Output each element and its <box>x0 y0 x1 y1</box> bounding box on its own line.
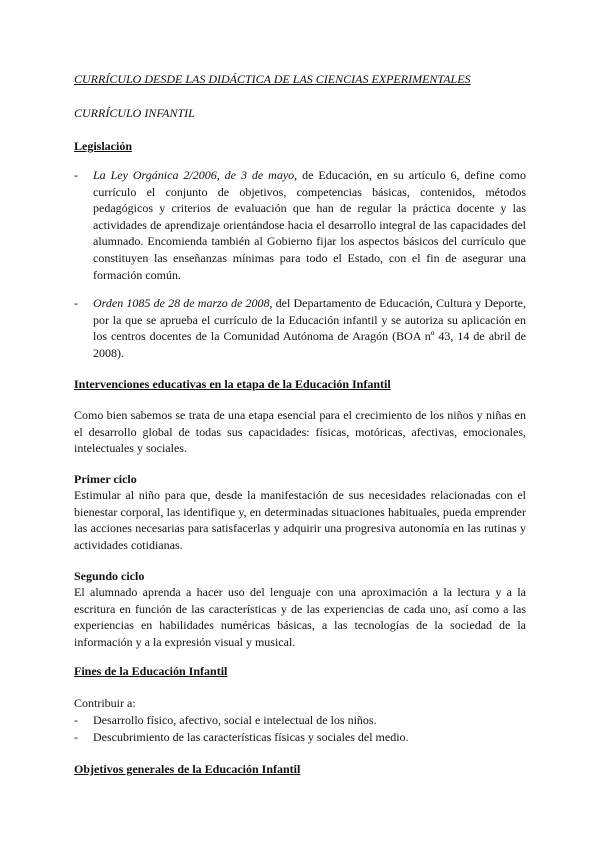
list-item-text: Desarrollo físico, afectivo, social e intelectual de los niños. <box>93 713 377 727</box>
segundo-ciclo-text: El alumnado aprenda a hacer uso del lenguaje con una aproximación a la lectura y a la escritura en función de las características y de las experiencias de cada uno, así como a las experiencias en habilidades numéricas básicas, a las tecnologías de la sociedad de la información y a la expresión visual y musical. <box>74 585 526 649</box>
subheading-primer-ciclo: Primer ciclo <box>74 472 137 486</box>
list-item-fines <box>74 712 526 729</box>
document-title: CURRÍCULO DESDE LAS DIDÁCTICA DE LAS CIENCIAS EXPERIMENTALES <box>74 72 471 86</box>
document-subtitle: CURRÍCULO INFANTIL <box>74 106 195 120</box>
intervenciones-intro: Como bien sabemos se trata de una etapa esencial para el crecimiento de los niños y niñas en el desarrollo global de todas sus capacidades: físicas, motóricas, afectivas, emocionales, intelectuales y sociales. <box>74 408 526 456</box>
section-heading-legislacion: Legislación <box>74 139 133 153</box>
section-heading-intervenciones: Intervenciones educativas en la etapa de la Educación Infantil <box>74 377 391 391</box>
list-item-orden <box>74 295 526 361</box>
list-item-text: , de Educación, en su artículo 6, define como currículo el conjunto de objetivos, competencias básicas, contenidos, métodos pedagógicos y criterios de evaluación que han de regular la práctica docente y las actividades de aprendizaje orientándose hacia el desarrollo integral de las capacidades del alumnado. Encomienda también al Gobierno fijar los aspectos básicos del currículo que constituyen las enseñanzas mínimas para todo el Estado, con el fin de asegurar una formación común. <box>93 168 527 282</box>
section-heading-objetivos: Objetivos generales de la Educación Infantil <box>74 762 301 776</box>
list-bullet: - <box>74 296 78 310</box>
list-item-text: , del Departamento de Educación, Cultura y Deporte, por la que se aprueba el currículo de la Educación infantil y se autoriza su aplicación en los centros docentes de la Comunidad Autónoma de Aragón (BOA nº 43, 14 de abril de 2008). <box>93 296 526 360</box>
list-bullet: - <box>74 730 78 744</box>
primer-ciclo-text: Estimular al niño para que, desde la manifestación de sus necesidades relacionadas con el bienestar corporal, las identifique y, en determinadas situaciones habituales, pueda emprender las acciones necesarias para satisfacerlas y adquirir una progresiva autonomía en las rutinas y actividades cotidianas. <box>74 488 526 552</box>
list-bullet: - <box>74 168 78 182</box>
subheading-segundo-ciclo: Segundo ciclo <box>74 569 145 583</box>
list-item-fines <box>74 729 526 746</box>
law-reference: Orden 1085 de 28 de marzo de 2008 <box>93 296 270 310</box>
list-item-ley-organica <box>74 167 527 283</box>
list-item-text: Descubrimiento de las características físicas y sociales del medio. <box>93 730 409 744</box>
law-reference: La Ley Orgánica 2/2006, de 3 de mayo <box>93 168 295 182</box>
section-heading-fines: Fines de la Educación Infantil <box>74 664 228 678</box>
fines-intro: Contribuir a: <box>74 696 136 710</box>
list-bullet: - <box>74 713 78 727</box>
